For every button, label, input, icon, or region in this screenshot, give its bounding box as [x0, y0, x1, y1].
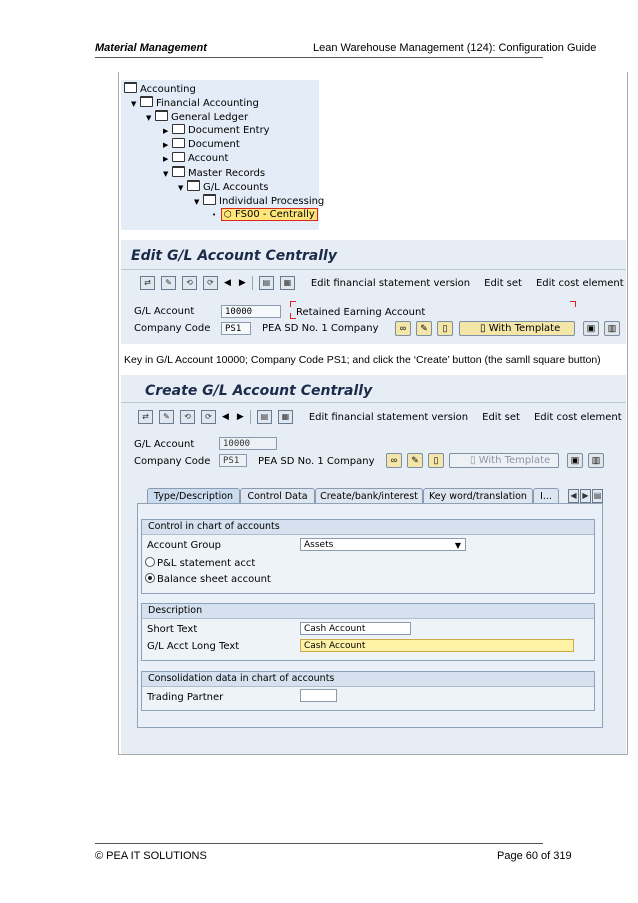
previous-object-icon[interactable]: ⟲	[180, 410, 195, 424]
tree-item-financial-accounting[interactable]: ▼ Financial Accounting	[131, 98, 259, 109]
long-text-field[interactable]: Cash Account	[300, 639, 574, 652]
tab-key-word-translation[interactable]: Key word/translation	[423, 488, 533, 503]
gl-account-field[interactable]: 10000	[221, 305, 281, 318]
tab-control-data[interactable]: Control Data	[240, 488, 315, 503]
trash-icon[interactable]: ▥	[588, 453, 604, 468]
collapsed-icon: ▶	[163, 127, 169, 135]
create-button[interactable]: ▯	[437, 321, 453, 336]
create-toolbar	[138, 410, 622, 424]
tree-item-accounting[interactable]: Accounting	[124, 82, 196, 96]
title-divider	[121, 269, 626, 270]
expanded-icon: ▼	[146, 114, 152, 122]
title-divider	[121, 402, 626, 403]
edit-fin-stmt-button[interactable]: Edit financial statement version	[308, 411, 469, 423]
with-template-button[interactable]: ▯ With Template	[459, 321, 575, 336]
tree-item-fs00[interactable]	[212, 208, 318, 222]
description-group-title: Description	[142, 604, 594, 619]
consolidation-group	[141, 671, 595, 711]
folder-open-icon	[203, 194, 216, 205]
balance-sheet-radio[interactable]: Balance sheet account	[145, 573, 271, 585]
document-icon: ▯	[480, 323, 486, 334]
edit-fin-stmt-button[interactable]: Edit financial statement version	[310, 277, 471, 289]
expanded-icon: ▼	[194, 198, 200, 206]
company-code-label: Company Code	[134, 323, 211, 334]
page-header-right: Lean Warehouse Management (124): Configuration Guide	[313, 42, 597, 54]
collapsed-icon: ▶	[163, 155, 169, 163]
gl-account-label: G/L Account	[134, 439, 195, 450]
display-change-icon[interactable]: ✎	[161, 276, 176, 290]
glasses-icon[interactable]: ∞	[386, 453, 402, 468]
document-icon[interactable]: ▦	[278, 410, 293, 424]
instruction-caption: Key in G/L Account 10000; Company Code PS1; and click the ‘Create’ button (the samll square button)	[124, 354, 601, 366]
company-name: PEA SD No. 1 Company	[262, 323, 379, 334]
scroll-left-icon[interactable]: ◀	[568, 489, 579, 503]
scroll-right-icon[interactable]: ▶	[580, 489, 591, 503]
dropdown-icon: ▼	[454, 541, 461, 550]
gl-account-field: 10000	[219, 437, 277, 450]
long-text-label: G/L Acct Long Text	[147, 641, 240, 652]
arrow-right-icon[interactable]: ▶	[236, 412, 244, 422]
print-icon[interactable]: ▤	[257, 410, 272, 424]
edit-set-button[interactable]: Edit set	[482, 411, 520, 423]
tab-create-bank-interest[interactable]: Create/bank/interest	[315, 488, 423, 503]
folder-icon	[172, 152, 185, 162]
arrow-left-icon[interactable]: ◀	[224, 278, 231, 288]
pencil-icon[interactable]: ✎	[407, 453, 423, 468]
next-object-icon[interactable]: ⟳	[201, 410, 216, 424]
display-change-icon[interactable]: ✎	[159, 410, 174, 424]
cube-icon: ⬡	[224, 210, 232, 220]
short-text-label: Short Text	[147, 624, 198, 635]
edit-screen-title: Edit G/L Account Centrally	[131, 248, 337, 264]
folder-open-icon	[155, 110, 168, 121]
folder-open-icon	[140, 96, 153, 107]
tree-item-gl-accounts[interactable]: ▼ G/L Accounts	[178, 182, 269, 193]
short-text-field[interactable]: Cash Account	[300, 622, 411, 635]
tab-scroll-controls	[568, 489, 609, 503]
page-header-left: Material Management	[95, 42, 207, 54]
tree-item-individual-processing[interactable]: ▼ Individual Processing	[194, 196, 325, 207]
menu-tree	[121, 80, 325, 230]
lock-icon[interactable]: ▣	[567, 453, 583, 468]
page-footer-right: Page 60 of 319	[497, 850, 572, 862]
radio-on-icon	[145, 573, 155, 583]
pencil-icon[interactable]: ✎	[416, 321, 432, 336]
folder-icon	[172, 124, 185, 134]
with-template-button: ▯ With Template	[449, 453, 559, 468]
account-group-label: Account Group	[147, 540, 221, 551]
edit-set-button[interactable]: Edit set	[484, 277, 522, 289]
edit-toolbar	[140, 276, 624, 290]
frame-left	[118, 72, 119, 754]
create-screen-title: Create G/L Account Centrally	[145, 383, 373, 399]
document-icon[interactable]: ▦	[280, 276, 295, 290]
trading-partner-field[interactable]	[300, 689, 337, 702]
next-object-icon[interactable]: ⟳	[203, 276, 218, 290]
company-name: PEA SD No. 1 Company	[258, 456, 375, 467]
folder-open-icon	[172, 166, 185, 177]
pl-statement-radio[interactable]: P&L statement acct	[145, 557, 255, 569]
previous-object-icon[interactable]: ⟲	[182, 276, 197, 290]
collapsed-icon: ▶	[163, 141, 169, 149]
folder-open-icon	[187, 180, 200, 191]
glasses-icon[interactable]: ∞	[395, 321, 411, 336]
expanded-icon: ▼	[163, 170, 169, 178]
control-group-title: Control in chart of accounts	[142, 520, 594, 535]
toolbar-separator	[250, 410, 251, 424]
folder-open-icon	[124, 82, 137, 93]
gl-account-label: G/L Account	[134, 306, 195, 317]
radio-off-icon	[145, 557, 155, 567]
trash-icon[interactable]: ▥	[604, 321, 620, 336]
company-code-label: Company Code	[134, 456, 211, 467]
footer-divider	[95, 843, 543, 844]
tree-item-document[interactable]: ▶ Document	[163, 139, 240, 150]
consolidation-group-title: Consolidation data in chart of accounts	[142, 672, 594, 687]
tree-item-master-records[interactable]: ▼ Master Records	[163, 168, 266, 179]
company-code-field: PS1	[219, 454, 247, 467]
tree-item-document-entry[interactable]: ▶ Document Entry	[163, 125, 270, 136]
folder-icon	[172, 138, 185, 148]
tab-more[interactable]: I...	[533, 488, 559, 503]
page-footer-left: © PEA IT SOLUTIONS	[95, 850, 207, 862]
expanded-icon: ▼	[178, 184, 184, 192]
tree-item-account[interactable]: ▶ Account	[163, 153, 229, 164]
arrow-left-icon[interactable]: ◀	[222, 412, 229, 422]
account-group-select[interactable]: Assets ▼	[300, 538, 466, 551]
tab-type-description[interactable]: Type/Description	[147, 488, 240, 503]
toolbar-separator	[252, 276, 253, 290]
edit-cost-element-button[interactable]: Edit cost element	[533, 411, 622, 423]
account-description: Retained Earning Account	[296, 307, 426, 318]
bullet-icon: •	[212, 211, 217, 219]
tree-item-general-ledger[interactable]: ▼ General Ledger	[146, 112, 249, 123]
other-object-icon[interactable]: ⇄	[138, 410, 153, 424]
expanded-icon: ▼	[131, 100, 137, 108]
company-code-field[interactable]: PS1	[221, 322, 251, 335]
tab-list-icon[interactable]: ▤	[592, 489, 603, 503]
corner-marker	[290, 301, 296, 307]
document-icon: ▯	[470, 455, 476, 466]
arrow-right-icon[interactable]: ▶	[238, 278, 246, 288]
print-icon[interactable]: ▤	[259, 276, 274, 290]
other-object-icon[interactable]: ⇄	[140, 276, 155, 290]
edit-cost-element-button[interactable]: Edit cost element	[535, 277, 624, 289]
frame-bottom	[118, 754, 628, 755]
transaction-fs00[interactable]: ⬡ FS00 - Centrally	[221, 208, 318, 221]
create-button[interactable]: ▯	[428, 453, 444, 468]
frame-right	[627, 72, 628, 754]
header-divider	[95, 57, 543, 58]
corner-marker	[570, 301, 576, 307]
trading-partner-label: Trading Partner	[147, 692, 224, 703]
lock-icon[interactable]: ▣	[583, 321, 599, 336]
corner-marker	[290, 313, 296, 319]
